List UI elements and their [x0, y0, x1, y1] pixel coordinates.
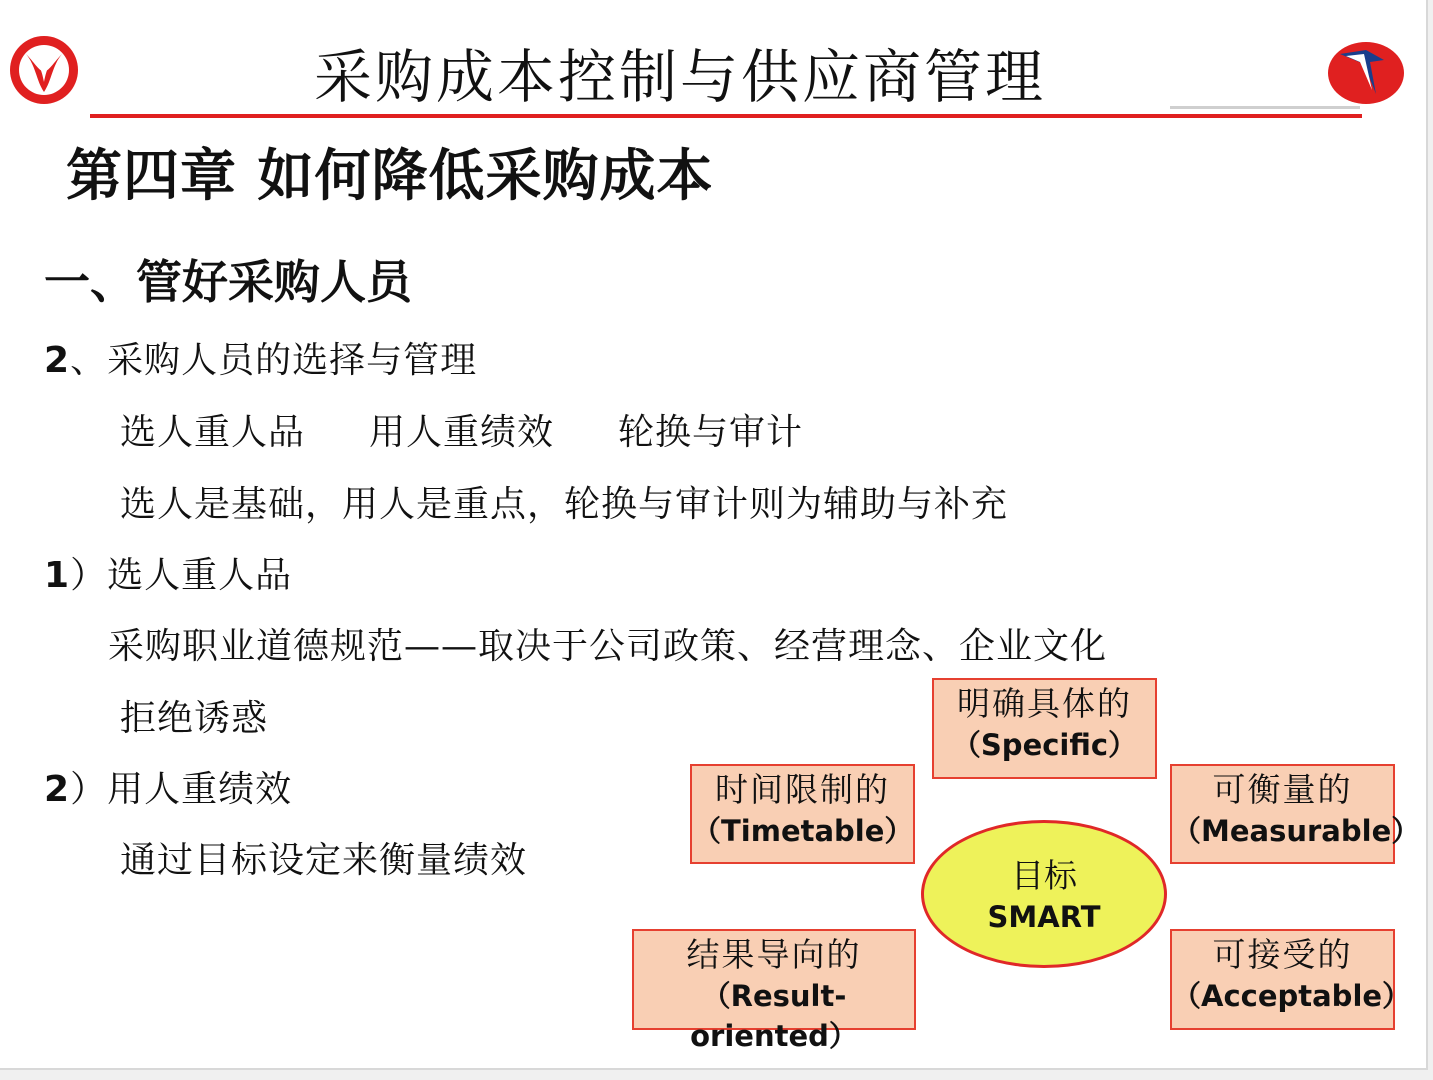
point-1-text: ）选人重人品: [70, 555, 293, 596]
smart-acceptable-box: [1170, 929, 1412, 1030]
sub-heading-text: 、采购人员的选择与管理: [70, 340, 478, 381]
principle-2: 用人重绩效: [369, 412, 555, 453]
sub-heading-number: 2: [44, 340, 71, 381]
smart-timetable-en: （Timetable）: [692, 814, 914, 848]
principle-3: 轮换与审计: [618, 412, 804, 453]
smart-acceptable-en: （Acceptable）: [1172, 979, 1412, 1013]
reject-text: 拒绝诱惑: [120, 698, 269, 739]
smart-measurable-cn: 可衡量的: [1212, 770, 1353, 809]
point-2: [44, 761, 292, 812]
sub-heading: [44, 332, 477, 383]
company-logo-icon: [1326, 40, 1406, 106]
summary-text: 选人是基础，用人是重点，轮换与审计则为辅助与补充: [120, 484, 1009, 525]
section-title: 一、管好采购人员: [44, 255, 412, 309]
smart-result-en: （Result-oriented）: [690, 979, 858, 1053]
goal-text: 通过目标设定来衡量绩效: [120, 840, 528, 881]
point-1-number: 1: [44, 555, 71, 596]
smart-measurable-en: （Measurable）: [1172, 814, 1421, 848]
smart-center-cn: 目标: [1011, 856, 1077, 895]
principles-row: [120, 404, 803, 455]
smart-center-en: SMART: [987, 900, 1101, 934]
chapter-title: 第四章 如何降低采购成本: [66, 143, 714, 209]
page-title: 采购成本控制与供应商管理: [313, 43, 1046, 111]
principle-1: 选人重人品: [120, 412, 306, 453]
smart-result-box: [632, 929, 916, 1053]
smart-specific-cn: 明确具体的: [957, 684, 1132, 723]
header-red-divider: [90, 114, 1362, 118]
point-2-text: ）用人重绩效: [70, 769, 293, 810]
smart-specific-box: [932, 678, 1157, 779]
point-1: [44, 547, 292, 598]
smart-specific-en: （Specific）: [951, 728, 1138, 762]
smart-timetable-box: [690, 764, 915, 864]
smart-acceptable-cn: 可接受的: [1212, 935, 1353, 974]
header-grey-divider: [1170, 106, 1360, 109]
smart-measurable-box: [1170, 764, 1421, 864]
point-2-number: 2: [44, 769, 71, 810]
smart-result-cn: 结果导向的: [686, 935, 862, 974]
smart-center-ellipse: [921, 820, 1167, 968]
smart-timetable-cn: 时间限制的: [715, 770, 890, 809]
ethics-text: 采购职业道德规范——取决于公司政策、经营理念、企业文化: [108, 626, 1108, 667]
